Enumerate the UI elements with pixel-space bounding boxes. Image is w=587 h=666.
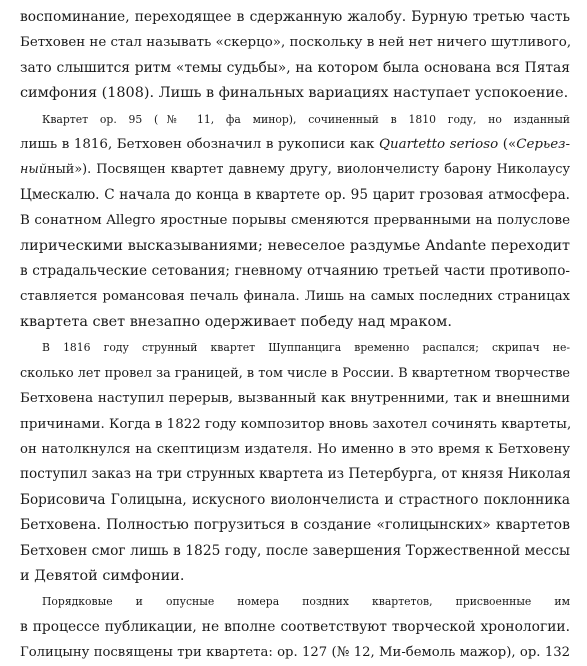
text-line: симфония (1808). Лишь в финальных вариациях наступает успокоение.: [20, 85, 569, 102]
text-line: ставляется романсовая печаль финала. Лишь на самых последних страницах: [20, 289, 570, 305]
text-line: в страдальческие сетования; гневному отчаянию третьей части противопо-: [20, 263, 570, 280]
text-line: В 1816 году струнный квартет Шуппанцига временно распался; скрипач не-: [42, 341, 570, 355]
text-line-mixed: [20, 157, 570, 182]
text-line: причинами. Когда в 1822 году композитор вновь захотел сочинять квартеты,: [20, 416, 572, 432]
text-line: Бетховена. Полностью погрузиться в создание «голицынских» квартетов: [20, 517, 570, 534]
paragraph-3: [20, 335, 570, 589]
text-line: Бетховен смог лишь в 1825 году, после завершения Торжественной мессы: [20, 542, 570, 559]
paragraph-1: [20, 5, 570, 107]
text-line-mixed: [20, 132, 570, 157]
italic-translation-end: ный: [20, 162, 48, 178]
text-line: Бетховен не стал называть «скерцо», поскольку в ней нет ничего шутливого,: [20, 35, 572, 51]
text-line: в процессе публикации, не вполне соответствуют творческой хронологии.: [20, 618, 570, 635]
paragraph-4: [20, 589, 570, 665]
text-line: поступил заказ на три струнных квартета из Петербурга, от князя Николая: [20, 466, 571, 483]
text-line: сколько лет провел за границей, в том числе в России. В квартетном творчестве: [20, 365, 570, 381]
text-line: В сонатном Allegro яростные порывы сменяются прерванными на полуслове: [20, 213, 570, 229]
italic-translation: Серьез-: [516, 137, 570, 153]
text-line: Цмескалю. С начала до конца в квартете ор. 95 царит грозовая атмосфера.: [20, 186, 570, 203]
text-line: Порядковые и опусные номера поздних квартетов, присвоенные им: [42, 595, 570, 609]
paragraph-2: [20, 107, 570, 336]
text-line: Квартет ор. 95 (№ 11, фа минор), сочиненный в 1810 году, но изданный: [42, 112, 570, 126]
text-line: зато слышится ритм «темы судьбы», на котором была основана вся Пятая: [20, 59, 570, 76]
text-segment: лишь в 1816, Бетховен обозначил в рукописи как: [20, 137, 379, 153]
italic-title: Quartetto serioso: [379, 137, 499, 153]
text-line: Борисовича Голицына, искусного виолончелиста и страстного поклонника: [20, 491, 570, 508]
text-line: Голицыну посвящены три квартета: ор. 127 (№ 12, Ми-бемоль мажор), ор. 132: [20, 645, 570, 661]
text-line: и Девятой симфонии.: [20, 567, 185, 584]
text-line: воспоминание, переходящее в сдержанную жалобу. Бурную третью часть: [20, 9, 570, 25]
text-line: лирическими высказываниями; невеселое раздумье Andante переходит: [20, 237, 570, 254]
text-segment: ный»). Посвящен квартет давнему другу, виолончелисту барону Николаусу: [47, 162, 570, 178]
text-segment: («: [498, 137, 517, 153]
text-line: Бетховена наступил перерыв, вызванный как внутренними, так и внешними: [20, 391, 570, 407]
document-page: [20, 5, 570, 666]
text-line: он натолкнулся на скептицизм издателя. Но именно в это время к Бетховену: [20, 441, 570, 457]
text-line: квартета свет внезапно одерживает победу над мраком.: [20, 313, 452, 330]
